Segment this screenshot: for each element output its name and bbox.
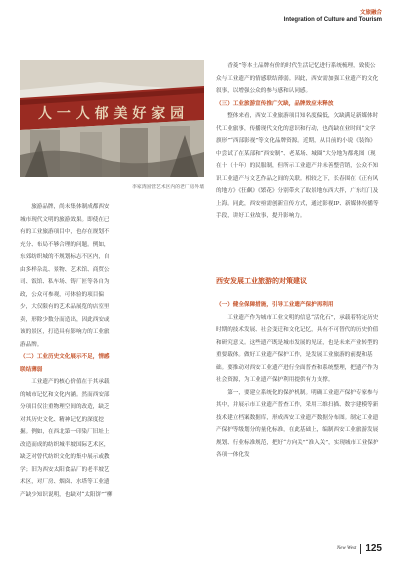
footer-divider: [360, 544, 361, 554]
paragraph: 工业遗产作为城市工业文明的信息“活化石”，承载着特定历史时期的技术发展、社会变迁和文化记忆，具有不可替代的历史价值和研究意义。这些遗产既是城市发展的见证，也是未来产业转型的重要载体。做好工业遗产保护工作，是发展工业旅游的前提和基础。要推动对西安工业遗产进行全面普查和系统整理，把遗产作为社会资源，为工业遗产保护利用提供有力支撑。: [216, 314, 379, 383]
left-text-column: [20, 201, 113, 501]
subsection-heading: （三）工业旅游宣传推广欠缺，品牌效应未释放: [216, 100, 334, 107]
section-title-english: Integration of Culture and Tourism: [283, 16, 382, 23]
page-number: 125: [365, 543, 382, 554]
photo-caption: 李家湾国营艺术区内的老厂房外墙: [132, 185, 204, 190]
factory-wall-illustration: [20, 60, 204, 177]
section-heading: 西安发展工业旅游的对策建议: [216, 277, 307, 285]
paragraph: 工业遗产的核心价值在于其承载的城市记忆和文化内涵。然而西安部分项目仅注重物理空间的改造，缺乏对其历史文化、精神记忆的深度挖掘。例如，在西北第一印染厂旧址上改造而成的纺织城半坡国际艺术区，缺乏对曾代纺织文化的集中展示或教学；旧为西安太阳食品厂的老半坡艺术区，对厂房、烟囱、水塔等工业遗产缺少知识说明，也缺对“太阳饼”“柳: [20, 379, 113, 498]
subsection-heading: （二）工业历史文化展示不足，情感联结薄弱: [20, 354, 110, 373]
factory-wall-photo: [20, 60, 204, 177]
page-footer: [337, 543, 382, 554]
paragraph: 第一，要建立系统化的保护机制。明确工业遗产保护专家参与其中，并展示市工业遗产普查工作，采用三维扫描、数字建模等新技术建立档案数据库，形成西安工业遗产数据分布图。制定工业遗产保护等级划分的量化标准，在此基础上，编制西安工业旅游发展规划、行业标准规范，把好“方向关”“准入关”，实现城市工业保护各项一体化发: [216, 389, 379, 458]
wall-slogan-text: 人 一 人 郁 美 好 家 园: [38, 106, 185, 122]
right-text-column-lower: [216, 299, 380, 462]
paragraph: 香菱”等本土品牌有价的时代生活记忆进行系统梳理，致使公众与工业遗产的情感联结薄弱。因此，西安需加强工业遗产的文化叙事，以增强公众的参与感和认同感。: [216, 63, 379, 94]
subsection-heading: （一）健全保障措施，引导工业遗产保护再利用: [216, 302, 334, 308]
section-title-chinese: 文旅融合: [359, 10, 382, 16]
right-text-column-upper: [216, 60, 380, 223]
page-header: [284, 10, 382, 24]
paragraph: 整体来看，西安工业旅游项目知名度偏低，欠缺满足新媒体时代工业旅事，传播现代文化的意识和行动，也尚缺在业时间“文学旗形”“西部影视”等文化品牌资源。近期，从目前的小说《装饰》中尝试了在某部和“西安制”、老某场、城圈“大分地为都兆图（现在十（十年）的民服制，但所示工业遗产并未善整营销，公众不知识工业遗产与文艺作品之间的关联。相较之下，长春围在《正有风的地方》《狂飙》《繁花》分别带火了取景地东西大拌，广东红门及上海。同此，西安亟需创新宣传方式，通过影视IP、新媒体传播等手段，讲好工业故事，提升影响力。: [216, 113, 379, 219]
magazine-name: New West: [336, 546, 357, 551]
paragraph: 旅游品牌，尚未集体制成都西安城市现代文明的旅游效果。即使在已有的工业旅游项目中，也存在规划不充分、布局不够合理的问题。例如，东郊纺织城的不规划标志不区内，自由多样杂乱、景物、艺术馆、商贸公司、饭馆、私车场、铸厂匠等各自为政，公众可参观，可体验的项目偏少，大仅限有的艺术品展览的店室里卖，形除少数分而造出，因此西安或该的景区，打造具有影响力的工业旅游品牌。: [20, 204, 110, 348]
